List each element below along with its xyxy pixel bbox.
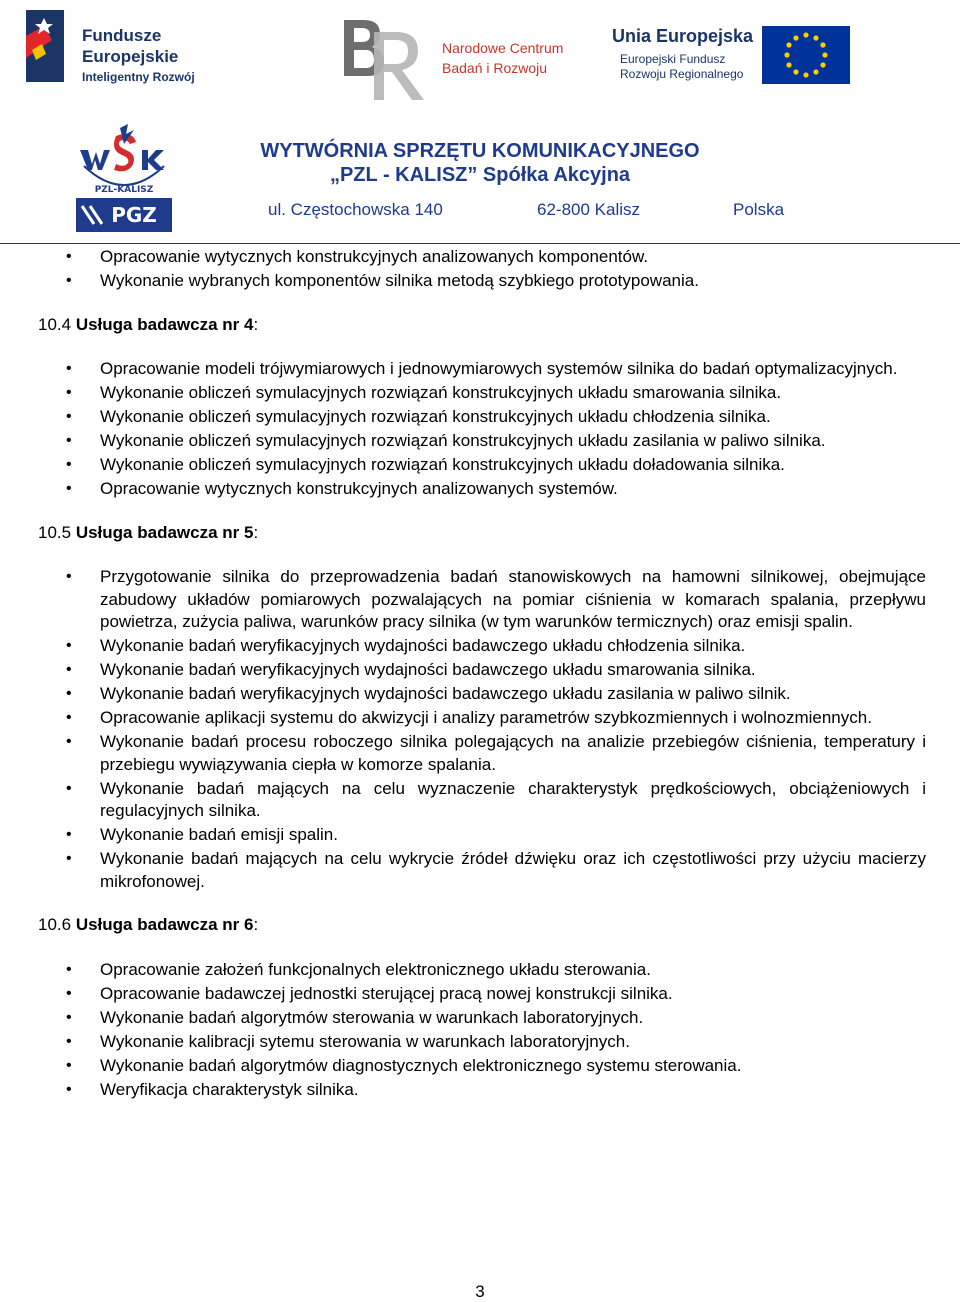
fe-flag-icon	[26, 10, 66, 82]
list-item: • Opracowanie badawczej jednostki sterującej pracą nowej konstrukcji silnika.	[38, 983, 926, 1006]
section-heading-10-4: 10.4 Usługa badawcza nr 4:	[38, 314, 259, 334]
list-item: • Weryfikacja charakterystyk silnika.	[38, 1079, 926, 1102]
section-number: 10.4	[38, 314, 72, 334]
page-number: 3	[475, 1282, 485, 1301]
ue-logo-line1: Unia Europejska	[612, 26, 754, 46]
ncbr-logo-line2: Badań i Rozwoju	[442, 60, 548, 76]
wsk-pgz-logo	[76, 122, 176, 232]
section-title: Usługa badawcza nr 6	[75, 915, 254, 934]
list-item: • Opracowanie modeli trójwymiarowych i jednowymiarowych systemów silnika do badań optymalizacyjnych.	[38, 358, 926, 381]
section-list-10-5	[38, 566, 926, 893]
unia-europejska-logo	[612, 24, 852, 84]
ncbr-logo	[338, 14, 564, 104]
section-title: Usługa badawcza nr 5	[75, 522, 254, 542]
list-item: • Opracowanie aplikacji systemu do akwizycji i analizy parametrów szybkozmiennych i wolnozmiennych.	[38, 707, 926, 730]
list-item: • Wykonanie badań algorytmów sterowania w warunkach laboratoryjnych.	[38, 1007, 926, 1030]
section-title: Usługa badawcza nr 4	[75, 314, 254, 334]
list-item: • Wykonanie badań procesu roboczego silnika polegających na analizie przebiegów ciśnienia, temperatury i przebiegu wywiązywania ciepła w komorze spalania.	[38, 731, 926, 776]
list-item: • Wykonanie wybranych komponentów silnika metodą szybkiego prototypowania.	[38, 270, 926, 293]
section-list-10-4	[38, 358, 926, 501]
list-item: • Opracowanie wytycznych konstrukcyjnych analizowanych komponentów.	[38, 246, 926, 269]
section-number: 10.5	[38, 522, 72, 542]
ue-logo-line3: Rozwoju Regionalnego	[620, 67, 744, 81]
list-item: • Wykonanie obliczeń symulacyjnych rozwiązań konstrukcyjnych układu smarowania silnika.	[38, 382, 926, 405]
section-number: 10.6	[38, 915, 72, 934]
list-item: • Wykonanie badań mających na celu wyznaczenie charakterystyk prędkościowych, obciążeniowych i regulacyjnych silnika.	[38, 778, 926, 823]
list-item: • Wykonanie badań weryfikacyjnych wydajności badawczego układu zasilania w paliwo silnik.	[38, 683, 926, 706]
wsk-ring-text: PZL-KALISZ	[94, 185, 154, 195]
eu-flag-icon	[762, 26, 850, 84]
list-item: • Wykonanie badań weryfikacyjnych wydajności badawczego układu smarowania silnika.	[38, 659, 926, 682]
section-heading-10-5: 10.5 Usługa badawcza nr 5:	[38, 522, 259, 542]
list-item: • Wykonanie kalibracji sytemu sterowania w warunkach laboratoryjnych.	[38, 1031, 926, 1054]
company-name: WYTWÓRNIA SPRZĘTU KOMUNIKACYJNEGO	[260, 140, 700, 162]
header-divider	[0, 243, 960, 244]
list-item: • Wykonanie obliczeń symulacyjnych rozwiązań konstrukcyjnych układu zasilania w paliwo silnika.	[38, 430, 926, 453]
list-item: • Wykonanie badań mających na celu wykrycie źródeł dźwięku oraz ich częstotliwości przy użyciu macierzy mikrofonowej.	[38, 848, 926, 893]
intro-list	[38, 246, 926, 293]
wsk-emblem-icon	[76, 122, 176, 232]
list-item: • Opracowanie wytycznych konstrukcyjnych analizowanych systemów.	[38, 478, 926, 501]
ncbr-logo-line1: Narodowe Centrum	[442, 40, 564, 56]
ncbr-br-mark-icon	[338, 14, 438, 104]
fe-logo-line2: Europejskie	[82, 47, 179, 66]
document-body	[38, 246, 926, 1103]
section-heading-10-6: 10.6 Usługa badawcza nr 6:	[38, 915, 259, 934]
list-item: • Przygotowanie silnika do przeprowadzenia badań stanowiskowych na hamowni silnikowej, obejmujące zabudowy układów pomiarowych pozwalających na pomiar ciśnienia w komarach spalania, przepływu powietrza, zużycia paliwa, warunków pracy silnika (w tym warunków termicznych) oraz emisji spalin.	[38, 566, 926, 634]
address-city: 62-800 Kalisz	[537, 200, 641, 219]
company-header	[0, 118, 960, 238]
company-subtitle: „PZL - KALISZ” Spółka Akcyjna	[329, 164, 631, 186]
list-item: • Wykonanie badań algorytmów diagnostycznych elektronicznego systemu sterowania.	[38, 1055, 926, 1078]
list-item: • Opracowanie założeń funkcjonalnych elektronicznego układu sterowania.	[38, 959, 926, 982]
list-item: • Wykonanie obliczeń symulacyjnych rozwiązań konstrukcyjnych układu chłodzenia silnika.	[38, 406, 926, 429]
fe-logo-line3: Inteligentny Rozwój	[82, 70, 195, 84]
fe-logo-line1: Fundusze	[82, 26, 162, 45]
ue-logo-line2: Europejski Fundusz	[620, 52, 726, 66]
address-street: ul. Częstochowska 140	[268, 200, 443, 219]
section-list-10-6	[38, 959, 926, 1102]
list-item: • Wykonanie badań emisji spalin.	[38, 824, 926, 847]
list-item: • Wykonanie badań weryfikacyjnych wydajności badawczego układu chłodzenia silnika.	[38, 635, 926, 658]
list-item: • Wykonanie obliczeń symulacyjnych rozwiązań konstrukcyjnych układu doładowania silnika.	[38, 454, 926, 477]
logo-row	[0, 0, 960, 110]
fundusze-europejskie-logo	[26, 10, 206, 84]
address-country: Polska	[733, 200, 785, 219]
pgz-logo-text: PGZ	[111, 203, 157, 227]
